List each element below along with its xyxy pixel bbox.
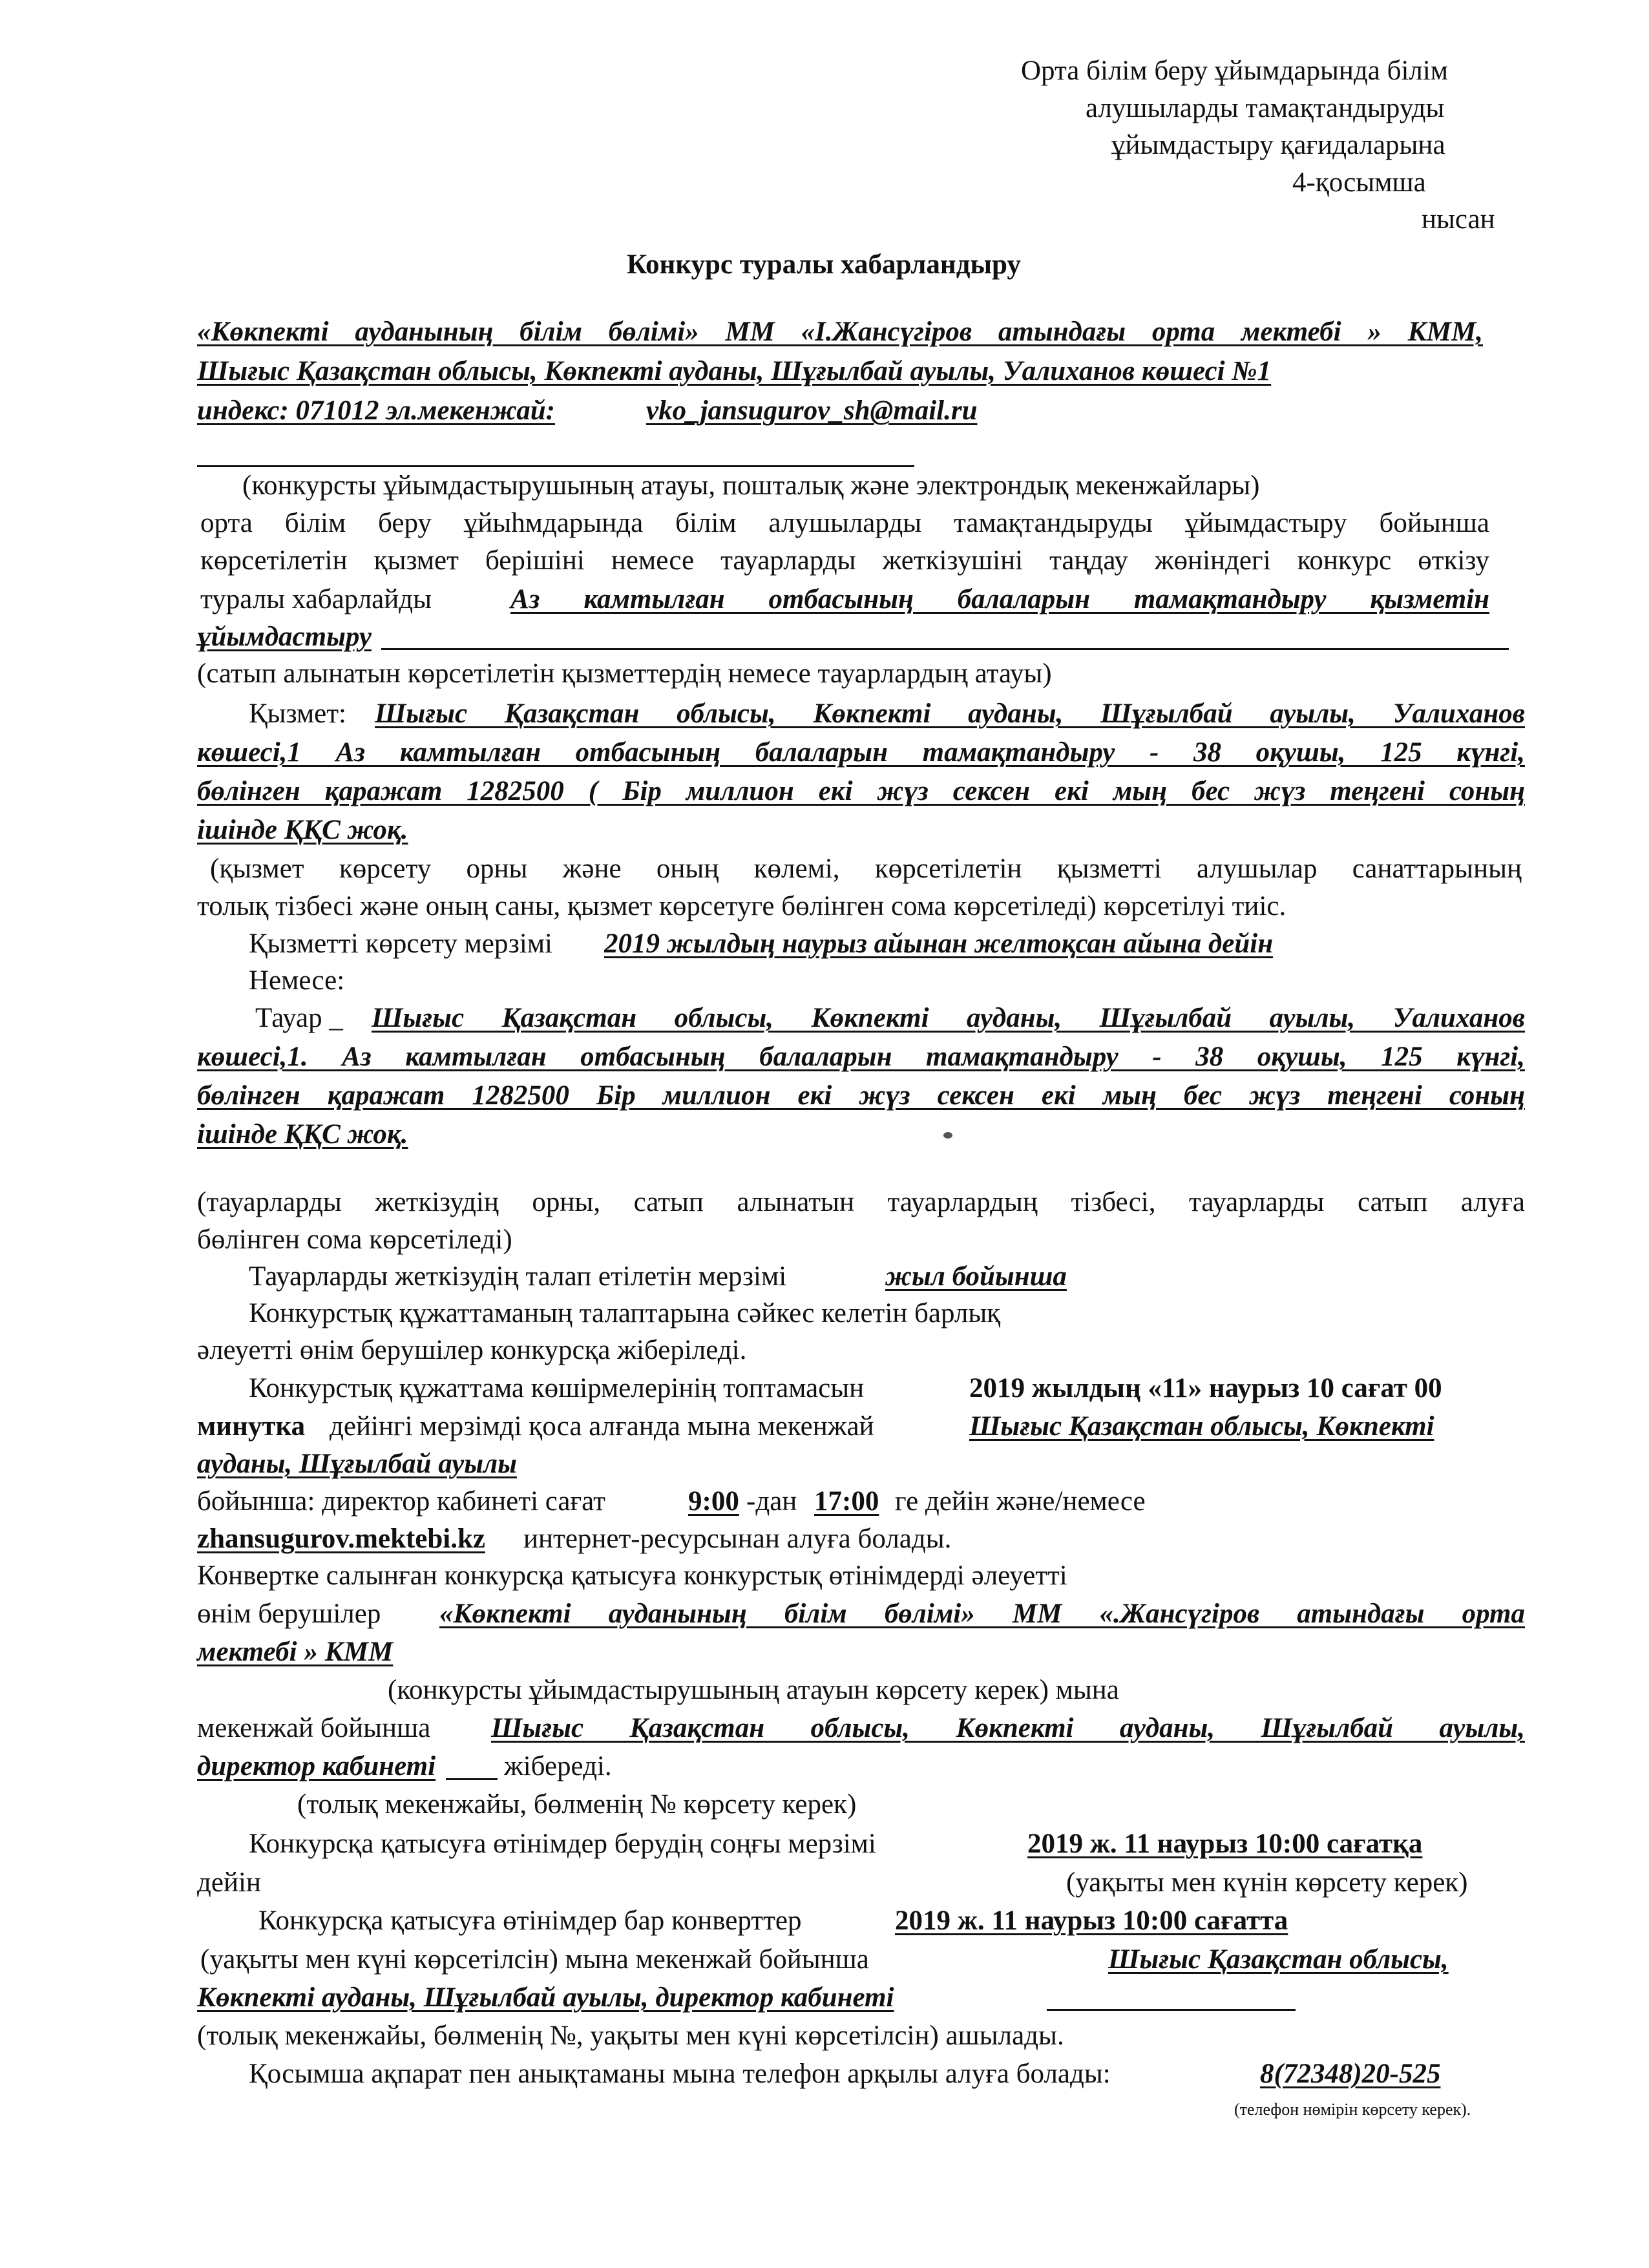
announce-caption: (сатып алынатын көрсетілетін қызметтердің немесе тауарлардың атауы) (197, 658, 1052, 689)
deadline-caption: (уақыты мен күнін көрсету керек) (1066, 1867, 1468, 1898)
header-line-1: Орта білім беру ұйымдарында білім (1021, 56, 1449, 86)
documents-open-time: 9:00 (688, 1486, 739, 1517)
organizer-line-1: «Көкпекті ауданының білім бөлімі» ММ «І.Жансүгіров атындағы орта мектебі » КММ, (197, 317, 1483, 347)
goods-line-2: көшесі,1. Аз камтылған отбасының балаларын тамақтандыру - 38 оқушы, 125 күнгі, (197, 1042, 1525, 1072)
documents-line-2-c: Шығыс Қазақстан облысы, Көкпекті (969, 1411, 1434, 1442)
goods-line-1: Шығыс Қазақстан облысы, Көкпекті ауданы, Шұғылбай ауылы, Уалиханов (372, 1003, 1525, 1033)
documents-line-2-a: минутка (197, 1411, 306, 1442)
website-link[interactable]: zhansugurov.mektebi.kz (197, 1524, 485, 1554)
opening-line-1-a: Конкурсқа қатысуға өтінімдер бар конверттер (258, 1906, 802, 1936)
contact-phone: 8(72348)20-525 (1260, 2059, 1441, 2089)
documents-line-4-a: бойынша: директор кабинеті сағат (197, 1486, 605, 1517)
organizer-caption: (конкурсты ұйымдастырушының атауы, пошталық және электрондық мекенжайлары) (242, 470, 1260, 501)
documents-line-4-c: -дан (746, 1486, 797, 1517)
announce-underline (381, 648, 1509, 650)
announce-line-3-label: туралы хабарлайды (200, 584, 432, 614)
announce-line-3-value: Аз камтылған отбасының балаларын тамақтандыру қызметін (510, 584, 1489, 614)
organizer-email: vko_jansugurov_sh@mail.ru (646, 395, 978, 426)
documents-close-time: 17:00 (814, 1486, 879, 1517)
scan-speck (943, 1132, 952, 1139)
documents-line-1-a: Конкурстық құжаттама көшірмелерінің топтамасын (249, 1373, 865, 1403)
service-label: Қызмет: (249, 698, 346, 729)
submission-line-4-b: Шығыс Қазақстан облысы, Көкпекті ауданы, Шұғылбай ауылы, (491, 1713, 1525, 1743)
organizer-line-2: Шығыс Қазақстан облысы, Көкпекті ауданы, Шұғылбай ауылы, Уалиханов көшесі №1 (197, 356, 1272, 386)
documents-line-3: ауданы, Шұғылбай ауылы (197, 1449, 518, 1479)
header-line-4: 4-қосымша (1292, 167, 1426, 198)
submission-line-2-b: «Көкпекті ауданының білім бөлімі» ММ «.Жансүгіров атындағы орта (439, 1599, 1525, 1629)
header-line-2: алушыларды тамақтандыруды (1086, 93, 1445, 123)
deadline-line-2-a: дейін (197, 1867, 261, 1898)
goods-label: Тауар _ (255, 1003, 343, 1033)
deadline-line-1-a: Конкурсқа қатысуға өтінімдер берудің соңғы мерзімі (249, 1829, 876, 1859)
opening-line-2-b: Шығыс Қазақстан облысы, (1108, 1944, 1449, 1975)
goods-line-3: бөлінген қаражат 1282500 Бір миллион екі жүз сексен екі мың бес жүз теңгені соның (197, 1080, 1525, 1111)
documents-line-1-b: 2019 жылдың «11» наурыз 10 сағат 00 (969, 1373, 1442, 1403)
goods-term-label: Тауарларды жеткізудің талап етілетін мерзімі (249, 1261, 787, 1292)
header-line-5: нысан (1422, 204, 1495, 235)
opening-line-1-b: 2019 ж. 11 наурыз 10:00 сағатта (895, 1906, 1288, 1936)
service-caption-2: толық тізбесі және оның саны, қызмет көрсетуге бөлінген сома көрсетіледі) көрсетілуі тиіс. (197, 891, 1287, 921)
goods-caption-1: (тауарларды жеткізудің орны, сатып алынатын тауарлардың тізбесі, тауарларды сатып алуға (197, 1187, 1525, 1217)
service-line-3: бөлінген қаражат 1282500 ( Бір миллион екі жүз сексен екі мың бес жүз теңгені соның (197, 776, 1525, 806)
contact-label: Қосымша ақпарат пен анықтаманы мына телефон арқылы алуға болады: (249, 2059, 1111, 2089)
service-line-1: Шығыс Қазақстан облысы, Көкпекті ауданы, Шұғылбай ауылы, Уалиханов (375, 698, 1525, 729)
admission-line-1: Конкурстық құжаттаманың талаптарына сәйкес келетін барлық (249, 1298, 1001, 1328)
deadline-line-1-b: 2019 ж. 11 наурыз 10:00 сағатқа (1027, 1829, 1423, 1859)
goods-line-4: ішінде ҚҚС жоқ. (197, 1119, 408, 1150)
submission-caption: (конкурсты ұйымдастырушының атауын көрсету керек) мына (388, 1675, 1119, 1705)
submission-line-1: Конвертке салынған конкурсқа қатысуға конкурстық өтінімдерді әлеуетті (197, 1560, 1067, 1591)
documents-line-5-b: интернет-ресурсынан алуға болады. (523, 1524, 952, 1554)
service-line-2: көшесі,1 Аз камтылған отбасының балаларын тамақтандыру - 38 оқушы, 125 күнгі, (197, 737, 1525, 768)
submission-underline (446, 1778, 498, 1780)
submission-line-2-a: өнім берушілер (197, 1599, 381, 1629)
contact-caption: (телефон нөмірін көрсету керек). (1234, 2100, 1471, 2119)
opening-underline (1047, 2009, 1296, 2011)
documents-line-4-e: ге дейін және/немесе (895, 1486, 1146, 1517)
organizer-line-3-label: индекс: 071012 эл.мекенжай: (197, 395, 555, 426)
service-line-4: ішінде ҚҚС жоқ. (197, 815, 408, 845)
goods-caption-2: бөлінген сома көрсетіледі) (197, 1224, 512, 1255)
organizer-underline (197, 465, 914, 467)
submission-caption-2: (толық мекенжайы, бөлменің № көрсету керек) (297, 1789, 857, 1820)
or-label: Немесе: (249, 965, 345, 996)
submission-line-5-b: жібереді. (504, 1751, 612, 1781)
announce-line-4-value: ұйымдастыру (197, 622, 372, 652)
opening-line-2-a: (уақыты мен күні көрсетілсін) мына мекенжай бойынша (200, 1944, 869, 1975)
announce-line-2: көрсетілетін қызмет берішіні немесе тауарларды жеткізушіні таңдау жөніндегі конкурс өткізу (200, 545, 1489, 576)
opening-line-3: Көкпекті ауданы, Шұғылбай ауылы, директор кабинеті (197, 1982, 894, 2013)
opening-caption: (толық мекенжайы, бөлменің №, уақыты мен күні көрсетілсін) ашылады. (197, 2021, 1064, 2051)
submission-line-5-a: директор кабинеті (197, 1751, 436, 1781)
service-term-label: Қызметті көрсету мерзімі (249, 929, 552, 959)
goods-term-value: жыл бойынша (885, 1261, 1067, 1292)
announce-line-1: орта білім беру ұйыһмдарында білім алушыларды тамақтандыруды ұйымдастыру бойынша (200, 508, 1489, 538)
service-caption-1: (қызмет көрсету орны және оның көлемі, көрсетілетін қызметті алушылар санаттарының (210, 854, 1522, 884)
documents-line-2-b: дейінгі мерзімді қоса алғанда мына мекенжай (330, 1411, 874, 1442)
header-line-3: ұйымдастыру қағидаларына (1111, 130, 1445, 160)
submission-line-3: мектебі » КММ (197, 1637, 394, 1667)
service-term-value: 2019 жылдың наурыз айынан желтоқсан айына дейін (604, 929, 1274, 959)
page-title: Конкурс туралы хабарландыру (627, 249, 1021, 280)
admission-line-2: әлеуетті өнім берушілер конкурсқа жіберіледі. (197, 1335, 747, 1365)
submission-line-4-a: мекенжай бойынша (197, 1713, 431, 1743)
